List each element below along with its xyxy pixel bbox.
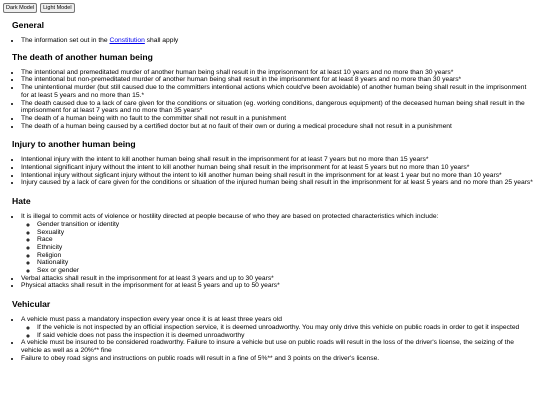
inspection-text: A vehicle must pass a mandatory inspection every year once it is at least three years old bbox=[21, 316, 282, 324]
list-item bbox=[21, 37, 534, 45]
list-item bbox=[21, 316, 534, 339]
document-body bbox=[12, 20, 534, 362]
list-item: • The unintentional murder (but still caused due to the committers intentional actions which could've been avoidable) of another human being shall result in the imprisonment for at least 5 years and no more than 15.* bbox=[21, 84, 534, 99]
general-text-after: shall apply bbox=[144, 37, 179, 44]
section-heading-general: General bbox=[12, 20, 45, 30]
list-item: • Failure to obey road signs and instructions on public roads will result in a fine of 5%** and 3 points on the driver's license. bbox=[21, 355, 534, 363]
list-item: • The death of a human being caused by a certified doctor but at no fault of their own or during a medical procedure shall not result in a punishment bbox=[21, 123, 534, 131]
section-heading-hate: Hate bbox=[12, 196, 31, 207]
characteristic-item: ◦ Religion bbox=[37, 252, 534, 260]
section-heading-death: The death of another human being bbox=[12, 51, 153, 62]
general-list bbox=[12, 37, 534, 45]
list-item: • The death of a human being with no fault to the committer shall not result in a punishment bbox=[21, 115, 534, 123]
section-heading-injury: Injury to another human being bbox=[12, 139, 136, 150]
hate-list bbox=[12, 213, 534, 290]
inspection-subitem: ◦ If the vehicle is not inspected by an official inspection service, it is deemed unroadworthy. You may only drive this vehicle on public roads in order to get it inspected bbox=[37, 324, 534, 332]
list-item: • The intentional and premeditated murder of another human being shall result in the imprisonment for at least 10 years and no more than 30 years* bbox=[21, 69, 534, 77]
characteristic-item: ◦ Gender transition or identity bbox=[37, 221, 534, 229]
characteristic-item: ◦ Ethnicity bbox=[37, 244, 534, 252]
list-item: • Verbal attacks shall result in the imprisonment for at least 3 years and up to 30 years* bbox=[21, 275, 534, 283]
inspection-subitem: ◦ If said vehicle does not pass the inspection it is deemed unroadworthy bbox=[37, 332, 534, 340]
list-item: • Intentional injury with the intent to kill another human being shall result in the imprisonment for at least 7 years but no more than 15 years* bbox=[21, 156, 534, 164]
list-item: • Injury caused by a lack of care given for the conditions or situation of the injured human being shall result in the imprisonment for at least 5 years and no more than 25 years* bbox=[21, 179, 534, 187]
vehicular-list bbox=[12, 316, 534, 362]
inspection-sublist bbox=[21, 324, 534, 339]
characteristic-item: ◦ Sexuality bbox=[37, 229, 534, 237]
injury-list bbox=[12, 156, 534, 187]
constitution-link[interactable]: Constitution bbox=[109, 37, 145, 44]
light-mode-button[interactable]: Light Model bbox=[40, 3, 74, 13]
list-item: • The intentional but non-premeditated murder of another human being shall result in the imprisonment for at least 8 years and no more than 30 years* bbox=[21, 76, 534, 84]
dark-mode-button[interactable]: Dark Model bbox=[3, 3, 37, 13]
theme-toolbar bbox=[3, 3, 75, 13]
list-item: • Intentional significant injury without the intent to kill another human being shall result in the imprisonment for at least 5 years but no more than 10 years* bbox=[21, 164, 534, 172]
hate-intro: It is illegal to commit acts of violence or hostility directed at people because of who they are based on protected characteristics which include: bbox=[21, 213, 439, 221]
characteristic-item: ◦ Nationality bbox=[37, 259, 534, 267]
list-item: • The death caused due to a lack of care given for the conditions or situation (eg. working conditions, dangerous equipment) of the deceased human being shall result in the imprisonment for at least 7 years and no more than 35 years* bbox=[21, 100, 534, 115]
characteristic-item: ◦ Sex or gender bbox=[37, 267, 534, 275]
list-item: • A vehicle must be insured to be considered roadworthy. Failure to insure a vehicle but use on public roads will result in the loss of the driver's license, the seizing of the vehicle as well as a 20%** fine bbox=[21, 339, 534, 354]
list-item bbox=[21, 213, 534, 275]
list-item: • Intentional injury without sigficant injury without the intent to kill another human being shall result in the imprisonment for at least 1 year but no more than 10 years* bbox=[21, 172, 534, 180]
general-text-before: The information set out in the bbox=[21, 37, 110, 44]
list-item: • Physical attacks shall result in the imprisonment for at least 5 years and up to 50 years* bbox=[21, 282, 534, 290]
death-list bbox=[12, 69, 534, 131]
characteristics-list bbox=[21, 221, 534, 275]
characteristic-item: ◦ Race bbox=[37, 236, 534, 244]
section-heading-vehicular: Vehicular bbox=[12, 299, 51, 310]
